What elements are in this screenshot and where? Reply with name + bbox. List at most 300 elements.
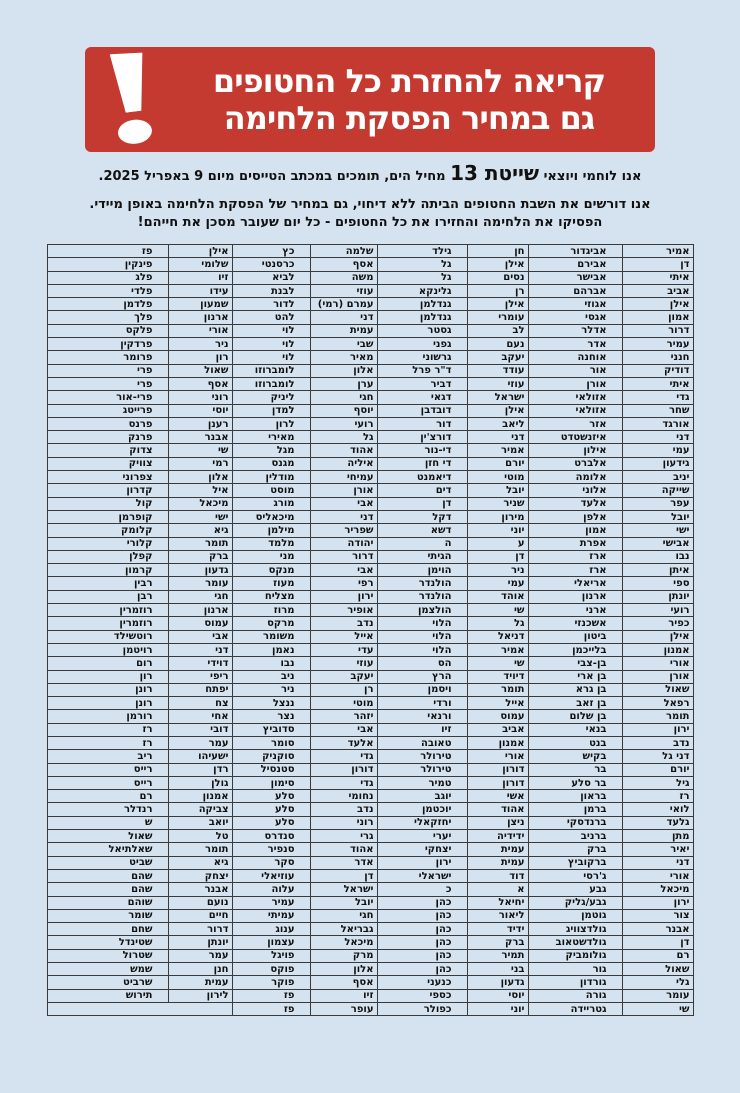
first-name-cell: חנן	[168, 963, 232, 976]
first-name-cell: מרק	[310, 949, 377, 962]
last-name-cell: לביא	[232, 271, 310, 284]
first-name-cell: ישי	[168, 510, 232, 523]
last-name-cell: רונן	[47, 697, 168, 710]
signatory-row	[47, 604, 693, 617]
first-name-cell: שייקה	[622, 484, 693, 497]
last-name-cell: ננצל	[232, 697, 310, 710]
last-name-cell: שחם	[47, 923, 168, 936]
first-name-cell: שפריר	[310, 524, 377, 537]
first-name-cell: עמית	[168, 976, 232, 989]
last-name-cell: כספי	[377, 989, 467, 1002]
first-name-cell: בני	[467, 963, 528, 976]
first-name-cell: יובל	[622, 510, 693, 523]
first-name-cell: יחיאל	[467, 896, 528, 909]
last-name-cell: אדר	[528, 338, 622, 351]
first-name-cell: אמיר	[467, 444, 528, 457]
first-name-cell: רפאל	[622, 697, 693, 710]
last-name-cell: ה	[377, 537, 467, 550]
first-name-cell: אלעד	[310, 736, 377, 749]
last-name-cell: אגסי	[528, 311, 622, 324]
first-name-cell: אלון	[310, 963, 377, 976]
last-name-cell: הגיתי	[377, 550, 467, 563]
signatory-row	[47, 484, 693, 497]
first-name-cell: עופר	[310, 1002, 377, 1015]
last-name-cell: אמון	[528, 524, 622, 537]
first-name-cell: רמי	[168, 457, 232, 470]
first-name-cell: שי	[467, 657, 528, 670]
last-name-cell: פרי	[47, 377, 168, 390]
first-name-cell: ריפי	[168, 670, 232, 683]
signatory-row	[47, 736, 693, 749]
last-name-cell: מצליח	[232, 590, 310, 603]
first-name-cell: ידיד	[467, 923, 528, 936]
first-name-cell: נבו	[622, 550, 693, 563]
last-name-cell: רום	[47, 657, 168, 670]
call-banner	[85, 47, 655, 152]
first-name-cell: ליאב	[467, 417, 528, 430]
first-name-cell: ברק	[467, 936, 528, 949]
last-name-cell: די-נור	[377, 444, 467, 457]
last-name-cell: פלדמן	[47, 298, 168, 311]
first-name-cell: יורם	[467, 457, 528, 470]
first-name-cell: חגי	[310, 391, 377, 404]
last-name-cell: ברק	[528, 843, 622, 856]
last-name-cell: אלפן	[528, 510, 622, 523]
signatory-row	[47, 524, 693, 537]
first-name-cell: דורון	[467, 776, 528, 789]
first-name-cell: מתן	[622, 830, 693, 843]
first-name-cell: אילן	[168, 245, 232, 258]
banner-text	[173, 63, 645, 137]
last-name-cell: פז	[47, 245, 168, 258]
first-name-cell: אייל	[310, 630, 377, 643]
first-name-cell: מוטי	[310, 697, 377, 710]
first-name-cell: א	[467, 883, 528, 896]
first-name-cell: אורי	[168, 324, 232, 337]
first-name-cell: עודד	[467, 364, 528, 377]
last-name-cell: פרייטג	[47, 404, 168, 417]
last-name-cell: רוטשילד	[47, 630, 168, 643]
first-name-cell: אורי	[467, 750, 528, 763]
last-name-cell: לוי	[232, 324, 310, 337]
last-name-cell: דיאמנט	[377, 471, 467, 484]
first-name-cell: רן	[310, 683, 377, 696]
last-name-cell: להט	[232, 311, 310, 324]
first-name-cell: אמיר	[622, 245, 693, 258]
last-name-cell: שרביט	[47, 976, 168, 989]
signatory-row	[47, 923, 693, 936]
last-name-cell: פוקס	[232, 963, 310, 976]
first-name-cell: חנני	[622, 351, 693, 364]
signatory-row	[47, 510, 693, 523]
last-name-cell: מגנס	[232, 457, 310, 470]
last-name-cell: כפולר	[377, 1002, 467, 1015]
last-name-cell: ביטון	[528, 630, 622, 643]
first-name-cell: אחי	[168, 710, 232, 723]
last-name-cell: לרון	[232, 417, 310, 430]
first-name-cell: אורי	[622, 869, 693, 882]
first-name-cell: אבי	[310, 497, 377, 510]
last-name-cell: דקל	[377, 510, 467, 523]
last-name-cell: אבישר	[528, 271, 622, 284]
first-name-cell: אילן	[622, 630, 693, 643]
signatory-row	[47, 537, 693, 550]
signatory-row	[47, 989, 693, 1002]
signatory-row	[47, 936, 693, 949]
first-name-cell: תומר	[467, 683, 528, 696]
first-name-cell: שאול	[622, 963, 693, 976]
first-name-cell: ארנון	[168, 604, 232, 617]
first-name-cell: אסף	[310, 258, 377, 271]
last-name-cell: בר סלע	[528, 776, 622, 789]
first-name-cell: דרור	[622, 324, 693, 337]
first-name-cell: ירון	[622, 723, 693, 736]
last-name-cell: עוזיאלי	[232, 869, 310, 882]
first-name-cell: עמית	[467, 843, 528, 856]
last-name-cell: כהן	[377, 936, 467, 949]
last-name-cell: אוחנה	[528, 351, 622, 364]
last-name-cell: בראון	[528, 790, 622, 803]
first-name-cell: עמית	[467, 856, 528, 869]
first-name-cell: עדי	[310, 643, 377, 656]
first-name-cell: ישראל	[467, 391, 528, 404]
last-name-cell: ארני	[528, 604, 622, 617]
last-name-cell: בן ארי	[528, 670, 622, 683]
last-name-cell: קלומק	[47, 524, 168, 537]
last-name-cell: בנט	[528, 736, 622, 749]
first-name-cell: גלי	[622, 976, 693, 989]
last-name-cell: גילד	[377, 245, 467, 258]
first-name-cell: אילן	[622, 298, 693, 311]
last-name-cell: שהם	[47, 869, 168, 882]
first-name-cell: ע	[467, 537, 528, 550]
first-name-cell: תומר	[622, 710, 693, 723]
last-name-cell: אדלר	[528, 324, 622, 337]
first-name-cell: אופיר	[310, 604, 377, 617]
last-name-cell: אברהם	[528, 284, 622, 297]
first-name-cell: גיא	[168, 856, 232, 869]
first-name-cell: אורי	[622, 657, 693, 670]
last-name-cell: הלוי	[377, 643, 467, 656]
signatory-row	[47, 564, 693, 577]
banner-line-1: קריאה להחזרת כל החטופים	[212, 61, 606, 100]
last-name-cell: דובדבן	[377, 404, 467, 417]
last-name-cell: אבירם	[528, 258, 622, 271]
first-name-cell: גרי	[310, 830, 377, 843]
first-name-cell: מיכאל	[622, 883, 693, 896]
last-name-cell: רנדלר	[47, 803, 168, 816]
first-name-cell: דן	[622, 936, 693, 949]
first-name-cell: נסים	[467, 271, 528, 284]
first-name-cell: עוזי	[310, 284, 377, 297]
signatory-row	[47, 577, 693, 590]
first-name-cell: ניצן	[467, 816, 528, 829]
first-name-cell: דני	[168, 643, 232, 656]
last-name-cell: בנאי	[528, 723, 622, 736]
signatory-row	[47, 949, 693, 962]
last-name-cell: מלמד	[232, 537, 310, 550]
last-name-cell: משומר	[232, 630, 310, 643]
last-name-cell: ענוג	[232, 923, 310, 936]
last-name-cell: סנדרס	[232, 830, 310, 843]
last-name-cell: שומר	[47, 909, 168, 922]
last-name-cell: פרנק	[47, 431, 168, 444]
first-name-cell: גיא	[168, 524, 232, 537]
last-name-cell: גולדצוויג	[528, 923, 622, 936]
last-name-cell: מרקס	[232, 617, 310, 630]
last-name-cell: ברניב	[528, 830, 622, 843]
first-name-cell: שמעון	[168, 298, 232, 311]
last-name-cell: ג'רסי	[528, 869, 622, 882]
first-name-cell: חגי	[310, 909, 377, 922]
last-name-cell: ורדי	[377, 697, 467, 710]
first-name-cell: שלומי	[168, 258, 232, 271]
last-name-cell: ליניק	[232, 391, 310, 404]
signatory-row	[47, 869, 693, 882]
last-name-cell: פלג	[47, 271, 168, 284]
last-name-cell: שטינדל	[47, 936, 168, 949]
intro-line-1	[0, 161, 740, 185]
first-name-cell: אורן	[622, 670, 693, 683]
last-name-cell: מודלין	[232, 471, 310, 484]
first-name-cell: איתי	[622, 377, 693, 390]
last-name-cell: טאובה	[377, 736, 467, 749]
first-name-cell: ישראל	[310, 883, 377, 896]
last-name-cell: דור	[377, 417, 467, 430]
first-name-cell: אסף	[168, 377, 232, 390]
last-name-cell: עצמון	[232, 936, 310, 949]
signatory-row	[47, 271, 693, 284]
signatory-row	[47, 338, 693, 351]
last-name-cell: טירולר	[377, 750, 467, 763]
first-name-cell: יובל	[467, 484, 528, 497]
first-name-cell: גדעון	[168, 564, 232, 577]
first-name-cell: דודיק	[622, 364, 693, 377]
signatory-row	[47, 697, 693, 710]
first-name-cell: אבי	[168, 630, 232, 643]
last-name-cell: כהן	[377, 923, 467, 936]
last-name-cell: אילון	[528, 444, 622, 457]
last-name-cell: מרוז	[232, 604, 310, 617]
first-name-cell: שי	[168, 444, 232, 457]
last-name-cell: רויטמן	[47, 643, 168, 656]
last-name-cell: אזר	[528, 417, 622, 430]
first-name-cell: עמר	[168, 949, 232, 962]
last-name-cell: גסטר	[377, 324, 467, 337]
first-name-cell: לב	[467, 324, 528, 337]
last-name-cell: הולנדר	[377, 577, 467, 590]
first-name-cell: יצחק	[168, 869, 232, 882]
last-name-cell: קול	[47, 497, 168, 510]
last-name-cell: רוזמרין	[47, 604, 168, 617]
first-name-cell: רענן	[168, 417, 232, 430]
first-name-cell: רוני	[168, 391, 232, 404]
first-name-cell: לירון	[168, 989, 232, 1002]
first-name-cell: יוסי	[467, 989, 528, 1002]
last-name-cell: עמיר	[232, 896, 310, 909]
first-name-cell: דיויד	[467, 670, 528, 683]
first-name-cell: רוני	[310, 816, 377, 829]
last-name-cell: אורן	[528, 377, 622, 390]
first-name-cell: אמון	[622, 311, 693, 324]
last-name-cell: פז	[232, 989, 310, 1002]
last-name-cell: שמש	[47, 963, 168, 976]
last-name-cell: רז	[47, 723, 168, 736]
last-name-cell: בר	[528, 763, 622, 776]
first-name-cell: עידו	[168, 284, 232, 297]
last-name-cell: שהם	[47, 883, 168, 896]
first-name-cell: אמנון	[467, 736, 528, 749]
last-name-cell: טירולר	[377, 763, 467, 776]
first-name-cell: עמי	[467, 577, 528, 590]
first-name-cell: רן	[467, 284, 528, 297]
first-name-cell: אבנר	[168, 431, 232, 444]
first-name-cell: אבנר	[168, 883, 232, 896]
last-name-cell: אלברט	[528, 457, 622, 470]
last-name-cell: ארנון	[528, 590, 622, 603]
first-name-cell: לואי	[622, 803, 693, 816]
first-name-cell: ספי	[622, 577, 693, 590]
last-name-cell: גנדלמן	[377, 311, 467, 324]
first-name-cell: ברק	[168, 550, 232, 563]
first-name-cell: עמיר	[622, 338, 693, 351]
last-name-cell: פינקין	[47, 258, 168, 271]
last-name-cell: כנעני	[377, 976, 467, 989]
first-name-cell: נדב	[622, 736, 693, 749]
last-name-cell: צוויק	[47, 457, 168, 470]
signatory-row	[47, 710, 693, 723]
first-name-cell: ארנון	[168, 311, 232, 324]
first-name-cell: ישעיהו	[168, 750, 232, 763]
last-name-cell: כהן	[377, 909, 467, 922]
signatory-row	[47, 1002, 693, 1015]
last-name-cell: פלדי	[47, 284, 168, 297]
first-name-cell: דרור	[310, 550, 377, 563]
signatories-table	[47, 244, 694, 1016]
last-name-cell: פרנס	[47, 417, 168, 430]
last-name-cell: אלעד	[528, 497, 622, 510]
last-name-cell: ד"ר פרל	[377, 364, 467, 377]
first-name-cell: דני	[310, 510, 377, 523]
first-name-cell: אורגד	[622, 417, 693, 430]
last-name-cell: כהן	[377, 949, 467, 962]
last-name-cell: בן גרא	[528, 683, 622, 696]
signatory-row	[47, 909, 693, 922]
first-name-cell: דני	[310, 311, 377, 324]
last-name-cell: רבן	[47, 590, 168, 603]
first-name-cell: עמוס	[168, 617, 232, 630]
signatory-row	[47, 550, 693, 563]
last-name-cell: ניב	[232, 670, 310, 683]
first-name-cell: רפי	[310, 577, 377, 590]
last-name-cell: כ	[377, 883, 467, 896]
last-name-cell: רייס	[47, 763, 168, 776]
last-name-cell: דן	[377, 497, 467, 510]
first-name-cell: שניר	[467, 497, 528, 510]
first-name-cell: אהוד	[310, 444, 377, 457]
last-name-cell: בן-צבי	[528, 657, 622, 670]
last-name-cell: פרי-אור	[47, 391, 168, 404]
signatory-row	[47, 364, 693, 377]
last-name-cell: אריאלי	[528, 577, 622, 590]
signatory-row	[47, 311, 693, 324]
signatory-row	[47, 843, 693, 856]
last-name-cell: רורמן	[47, 710, 168, 723]
first-name-cell: אהוד	[310, 843, 377, 856]
last-name-cell: פויגל	[232, 949, 310, 962]
first-name-cell: גדי	[310, 776, 377, 789]
first-name-cell: יוני	[467, 524, 528, 537]
last-name-cell: הרץ	[377, 670, 467, 683]
signatory-row	[47, 643, 693, 656]
last-name-cell: אפרת	[528, 537, 622, 550]
last-name-cell: קפלן	[47, 550, 168, 563]
signatory-row	[47, 590, 693, 603]
first-name-cell: אלון	[310, 364, 377, 377]
first-name-cell: יורם	[622, 763, 693, 776]
last-name-cell: בלייכמן	[528, 643, 622, 656]
last-name-cell: סלע	[232, 803, 310, 816]
first-name-cell: שי	[467, 604, 528, 617]
first-name-cell: יונתן	[622, 590, 693, 603]
first-name-cell: שלמה	[310, 245, 377, 258]
first-name-cell: אביב	[622, 284, 693, 297]
first-name-cell: אוהד	[467, 590, 528, 603]
last-name-cell: ישראלי	[377, 869, 467, 882]
last-name-cell: צפרוני	[47, 471, 168, 484]
last-name-cell: שאול	[47, 830, 168, 843]
first-name-cell: נועם	[168, 896, 232, 909]
first-name-cell: אבי	[310, 564, 377, 577]
last-name-cell: גולומביק	[528, 949, 622, 962]
last-name-cell: ניר	[232, 683, 310, 696]
signatory-row	[47, 630, 693, 643]
last-name-cell: זיו	[377, 723, 467, 736]
last-name-cell: גולדשטאוב	[528, 936, 622, 949]
first-name-cell: אמנון	[622, 643, 693, 656]
first-name-cell: יניב	[622, 471, 693, 484]
first-name-cell: גלעד	[622, 816, 693, 829]
first-name-cell: מוטי	[467, 471, 528, 484]
first-name-cell: דני	[622, 856, 693, 869]
last-name-cell: יוכטמן	[377, 803, 467, 816]
signatory-row	[47, 351, 693, 364]
last-name-cell: גבע/גליק	[528, 896, 622, 909]
first-name-cell: דן	[467, 550, 528, 563]
first-name-cell: חן	[467, 245, 528, 258]
first-name-cell: אמנון	[168, 790, 232, 803]
signatory-row	[47, 471, 693, 484]
first-name-cell: דני	[467, 431, 528, 444]
last-name-cell: דים	[377, 484, 467, 497]
last-name-cell: די חזן	[377, 457, 467, 470]
first-name-cell: אבישי	[622, 537, 693, 550]
last-name-cell: בן שלום	[528, 710, 622, 723]
last-name-cell: לדור	[232, 298, 310, 311]
last-name-cell: פרומר	[47, 351, 168, 364]
last-name-cell: לבנת	[232, 284, 310, 297]
first-name-cell: אבנר	[622, 923, 693, 936]
last-name-cell: סקר	[232, 856, 310, 869]
first-name-cell: גל	[310, 431, 377, 444]
first-name-cell: אייל	[467, 697, 528, 710]
signatories-body	[47, 245, 693, 1016]
last-name-cell: יוגב	[377, 790, 467, 803]
last-name-cell: מגל	[232, 444, 310, 457]
first-name-cell: ישי	[622, 524, 693, 537]
first-name-cell: טל	[168, 830, 232, 843]
first-name-cell: יוסף	[310, 404, 377, 417]
